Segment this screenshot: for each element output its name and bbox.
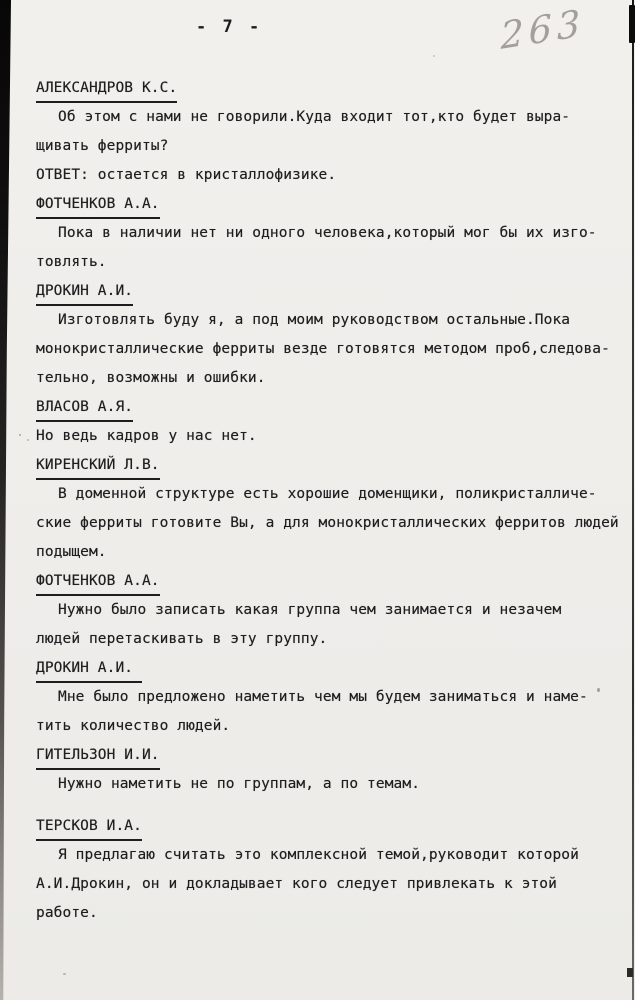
- text-line: А.И.Дрокин, он и докладывает кого следует привлекать к этой: [36, 876, 557, 892]
- speaker-name-underline: ГИТЕЛЬЗОН И.И.: [36, 742, 160, 770]
- text-line: Нужно наметить не по группам, а по темам.: [58, 776, 421, 792]
- scan-artifact-bottom-right: [627, 968, 633, 977]
- text-line: ОТВЕТ: остается в кристаллофизике.: [36, 167, 337, 183]
- speaker-name-underline: ДРОКИН А.И.: [36, 278, 133, 306]
- text-line: Пока в наличии нет ни одного человека,который мог бы их изго-: [58, 225, 597, 241]
- text-line: В доменной структуре есть хорошие доменщики, поликристалличе-: [58, 486, 597, 502]
- text-line: подыщем.: [36, 544, 107, 560]
- speaker-name: [36, 741, 608, 770]
- page-number: - 7 -: [196, 17, 263, 37]
- speaker-name: [36, 451, 608, 480]
- paper-speck: [433, 55, 435, 57]
- speaker-name: [36, 567, 608, 596]
- text-line: ские ферриты готовите Вы, а для монокристаллических ферритов людей: [36, 515, 619, 531]
- text-line: Я предлагаю считать это комплексной темой,руководит которой: [58, 847, 579, 863]
- text-line: тить количество людей.: [36, 718, 231, 734]
- scan-edge-left: [0, 0, 11, 1000]
- speaker-name-underline: ТЕРСКОВ И.А.: [36, 813, 142, 841]
- speaker-name-underline: ФОТЧЕНКОВ А.А.: [36, 568, 160, 596]
- handwritten-page-number: 263: [500, 1, 586, 58]
- speaker-name: [36, 277, 608, 306]
- speaker-name-underline: ВЛАСОВ А.Я.: [36, 394, 133, 422]
- paper-speck: [27, 439, 29, 441]
- text-line: людей перетаскивать в эту группу.: [36, 631, 328, 647]
- speaker-name-underline: АЛЕКСАНДРОВ К.С.: [36, 75, 177, 103]
- text-line: Но ведь кадров у нас нет.: [36, 428, 257, 444]
- speaker-name: [36, 190, 608, 219]
- text-line: щивать ферриты?: [36, 138, 169, 154]
- text-line: тельно, возможны и ошибки.: [36, 370, 266, 386]
- text-line: Изготовлять буду я, а под моим руководством остальные.Пока: [58, 312, 571, 328]
- text-line: Мне было предложено наметить чем мы будем заниматься и наме-: [58, 689, 588, 705]
- scan-edge-right: [631, 0, 634, 1000]
- speaker-name-underline: КИРЕНСКИЙ Л.В.: [36, 452, 160, 480]
- paper-speck: [63, 973, 66, 975]
- speaker-name: [36, 654, 608, 683]
- speaker-name-underline: ДРОКИН А.И.: [36, 655, 142, 683]
- speaker-name: [36, 812, 608, 841]
- text-line: работе.: [36, 905, 98, 921]
- paper-speck: [19, 434, 21, 436]
- speaker-name: [36, 74, 608, 103]
- speaker-name: [36, 393, 608, 422]
- text-line: монокристаллические ферриты везде готовятся методом проб,следова-: [36, 341, 610, 357]
- text-line: товлять.: [36, 254, 107, 270]
- scan-artifact-top-right: [629, 5, 635, 43]
- text-line: Об этом с нами не говорили.Куда входит тот,кто будет выра-: [58, 109, 571, 125]
- document-body: [36, 74, 619, 928]
- speaker-name-underline: ФОТЧЕНКОВ А.А.: [36, 191, 160, 219]
- text-line: Нужно было записать какая группа чем занимается и незачем: [58, 602, 562, 618]
